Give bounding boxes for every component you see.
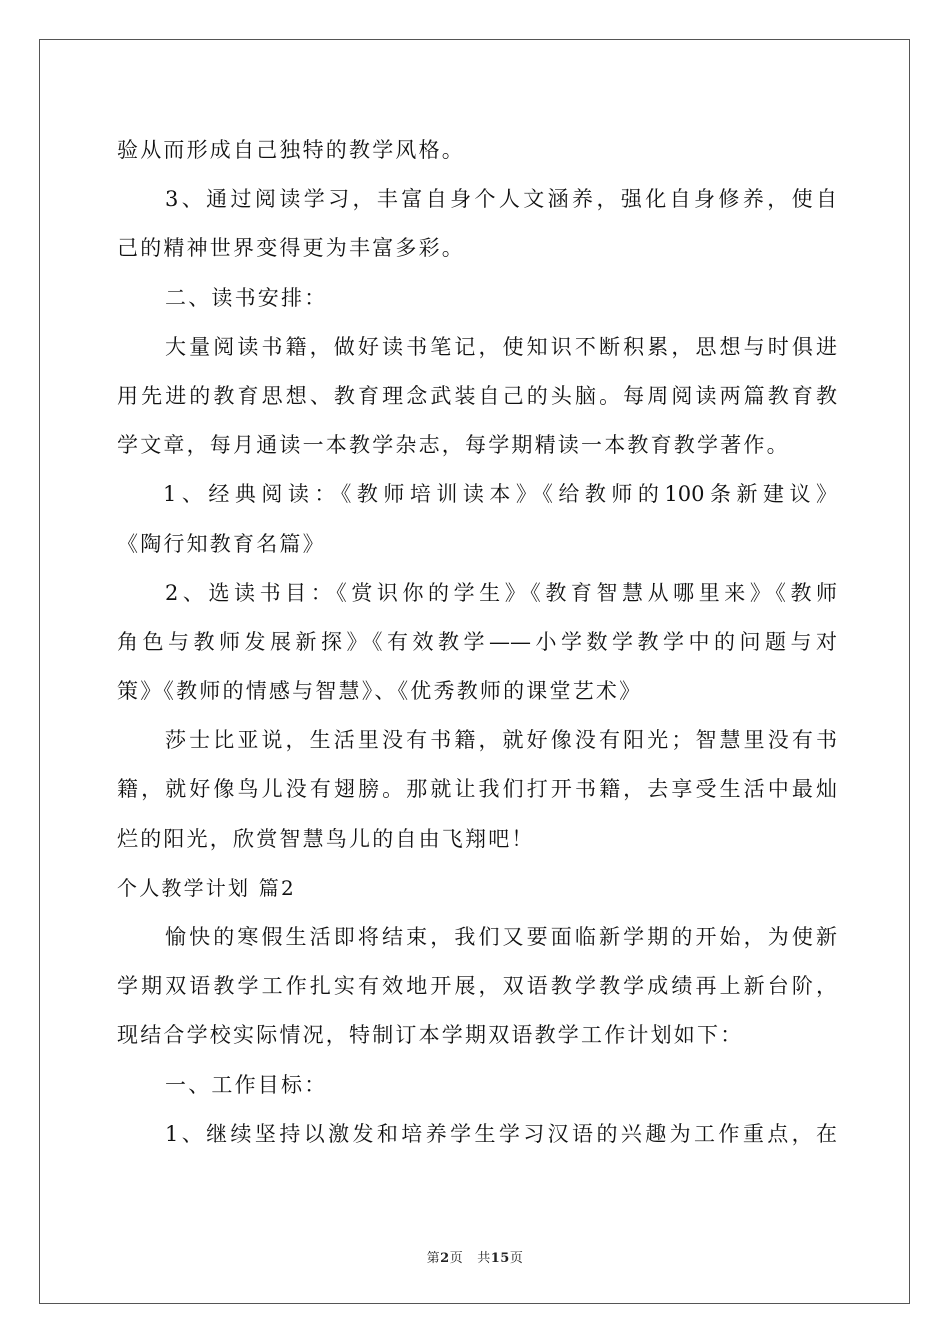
paragraph-line: 籍，就好像鸟儿没有翅膀。那就让我们打开书籍，去享受生活中最灿 — [117, 777, 837, 802]
section-heading: 二、读书安排： — [165, 285, 328, 310]
page-footer — [0, 1247, 950, 1266]
paragraph-line: 《陶行知教育名篇》 — [117, 531, 326, 556]
paragraph-line: 1、经典阅读：《教师培训读本》《给教师的100条新建议》 — [163, 482, 837, 507]
total-label-prefix: 共 — [477, 1251, 491, 1266]
paragraph-line: 用先进的教育思想、教育理念武装自己的头脑。每周阅读两篇教育教 — [117, 383, 837, 408]
paragraph-line: 2、选读书目：《赏识你的学生》《教育智慧从哪里来》《教师 — [165, 580, 837, 605]
paragraph-line: 现结合学校实际情况，特制订本学期双语教学工作计划如下： — [117, 1023, 744, 1048]
page-label-suffix: 页 — [449, 1251, 464, 1266]
total-label-suffix: 页 — [509, 1251, 524, 1266]
paragraph-line: 学期双语教学工作扎实有效地开展，双语教学教学成绩再上新台阶， — [117, 974, 837, 999]
paragraph-line: 己的精神世界变得更为丰富多彩。 — [117, 236, 465, 261]
paragraph-line: 1、继续坚持以激发和培养学生学习汉语的兴趣为工作重点，在 — [165, 1121, 837, 1146]
section-heading: 一、工作目标： — [165, 1072, 328, 1097]
paragraph-line: 验从而形成自己独特的教学风格。 — [117, 138, 465, 162]
paragraph-line: 愉快的寒假生活即将结束，我们又要面临新学期的开始，为使新 — [165, 925, 837, 949]
article-title: 个人教学计划 篇2 — [117, 875, 296, 900]
paragraph-line: 烂的阳光，欣赏智慧鸟儿的自由飞翔吧！ — [117, 826, 535, 851]
total-pages-number: 15 — [490, 1251, 510, 1266]
paragraph-line: 学文章，每月通读一本教学杂志，每学期精读一本教育教学著作。 — [117, 433, 790, 458]
paragraph-line: 角色与教师发展新探》《有效教学——小学数学教学中的问题与对 — [117, 629, 837, 654]
paragraph-line: 策》《教师的情感与智慧》、《优秀教师的课堂艺术》 — [117, 679, 643, 704]
paragraph-line: 大量阅读书籍，做好读书笔记，使知识不断积累，思想与时俱进 — [165, 334, 837, 359]
document-body — [117, 126, 837, 1159]
page-label-prefix: 第 — [426, 1251, 441, 1266]
paragraph-line: 3、通过阅读学习，丰富自身个人文涵养，强化自身修养，使自 — [165, 187, 837, 212]
paragraph-line: 莎士比亚说，生活里没有书籍，就好像没有阳光；智慧里没有书 — [165, 728, 837, 753]
current-page-number: 2 — [440, 1251, 450, 1266]
